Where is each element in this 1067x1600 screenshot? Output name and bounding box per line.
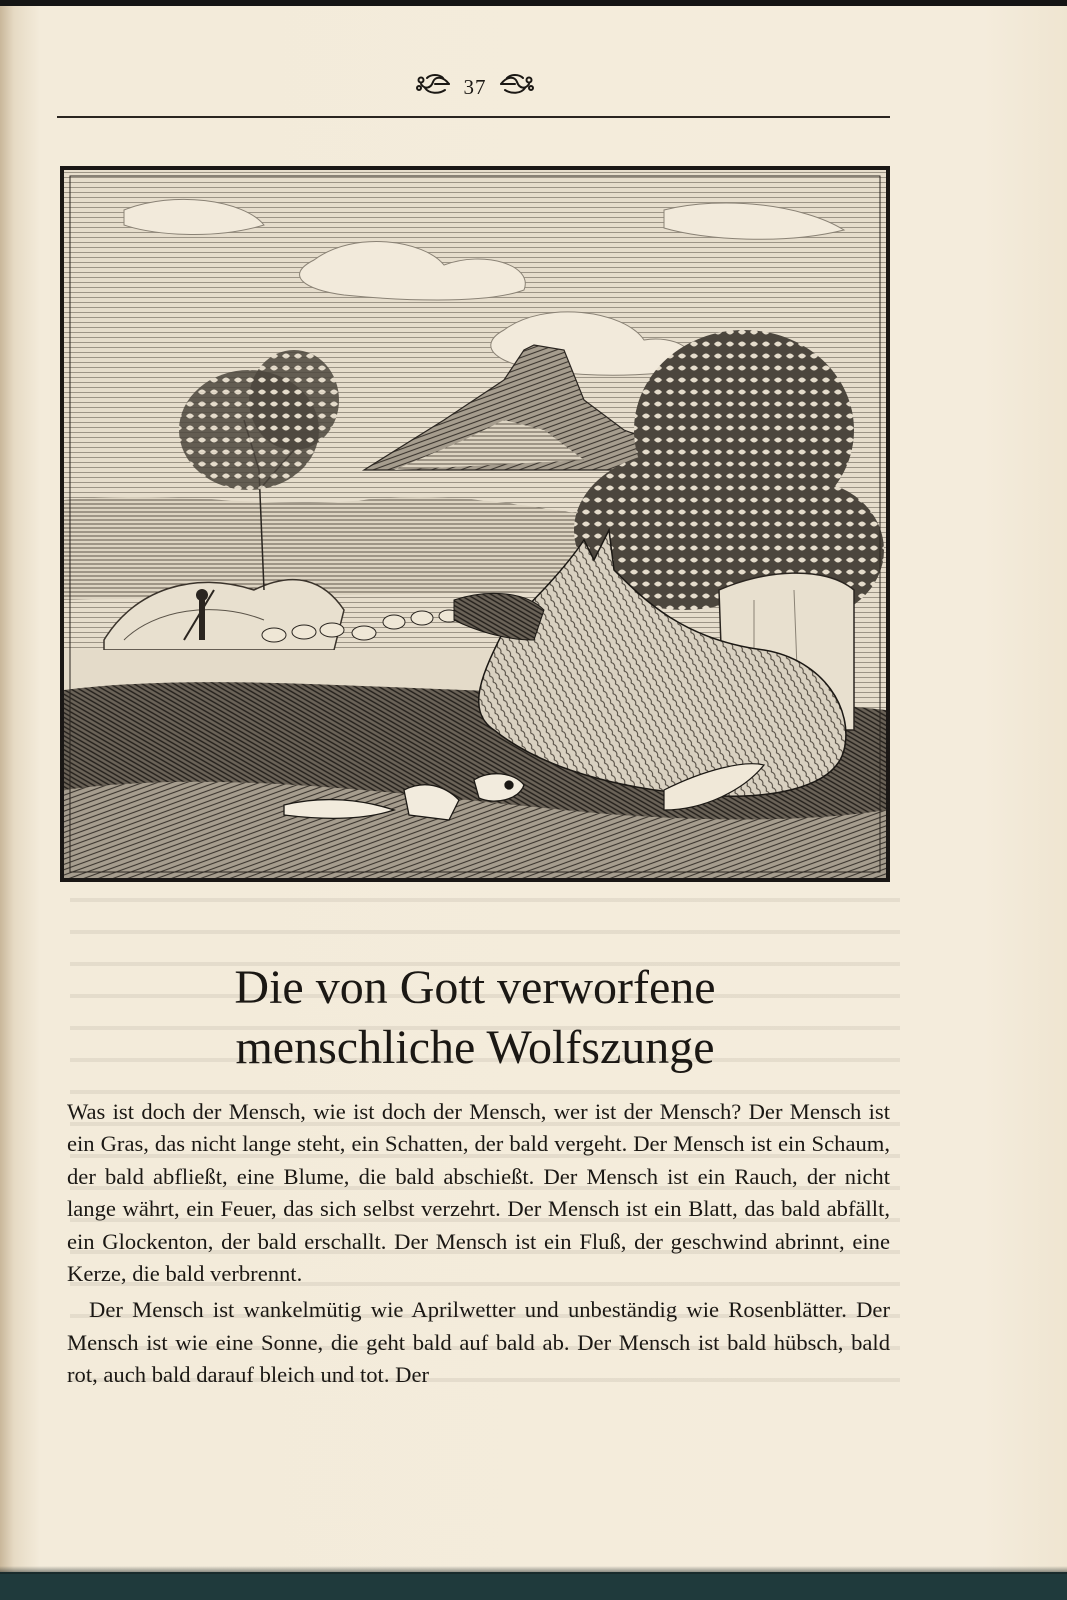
page-number: 37 — [463, 74, 487, 99]
paragraph-2: Der Mensch ist wankelmütig wie Aprilwetter und unbeständig wie Rosenblätter. Der Mensch ist wie eine Sonne, die geht bald auf bald ab. Der Mensch ist bald hübsch, bald rot, auch bald darauf bleich und tot. Der — [67, 1297, 890, 1388]
title-line-1: Die von Gott verworfene — [234, 961, 716, 1014]
left-ornament-icon — [415, 72, 451, 102]
engraving-wolf-landscape-icon — [64, 170, 886, 878]
right-ornament-icon — [499, 72, 535, 102]
header-rule — [57, 116, 890, 118]
paragraph-1: Was ist doch der Mensch, wie ist doch der Mensch, wer ist der Mensch? Der Mensch ist ein Gras, das nicht lange steht, ein Schatten, der bald vergeht. Der Mensch ist ein Schaum, der bald abfließt, eine Blume, die bald abschießt. Der Mensch ist ein Rauch, der nicht lange währt, ein Feuer, das sich selbst verzehrt. Der Mensch ist ein Blatt, das bald abfällt, ein Glockenton, der bald erschallt. Der Mensch ist ein Fluß, der geschwind abrinnt, eine Kerze, die bald verbrennt. — [67, 1099, 890, 1287]
engraving-illustration — [60, 166, 890, 882]
bottom-edge — [0, 1572, 1067, 1600]
title-line-2: menschliche Wolfszunge — [235, 1021, 715, 1074]
running-head — [60, 72, 890, 112]
body-text — [67, 1096, 890, 1392]
top-edge — [0, 0, 1067, 6]
chapter-title — [60, 958, 890, 1078]
